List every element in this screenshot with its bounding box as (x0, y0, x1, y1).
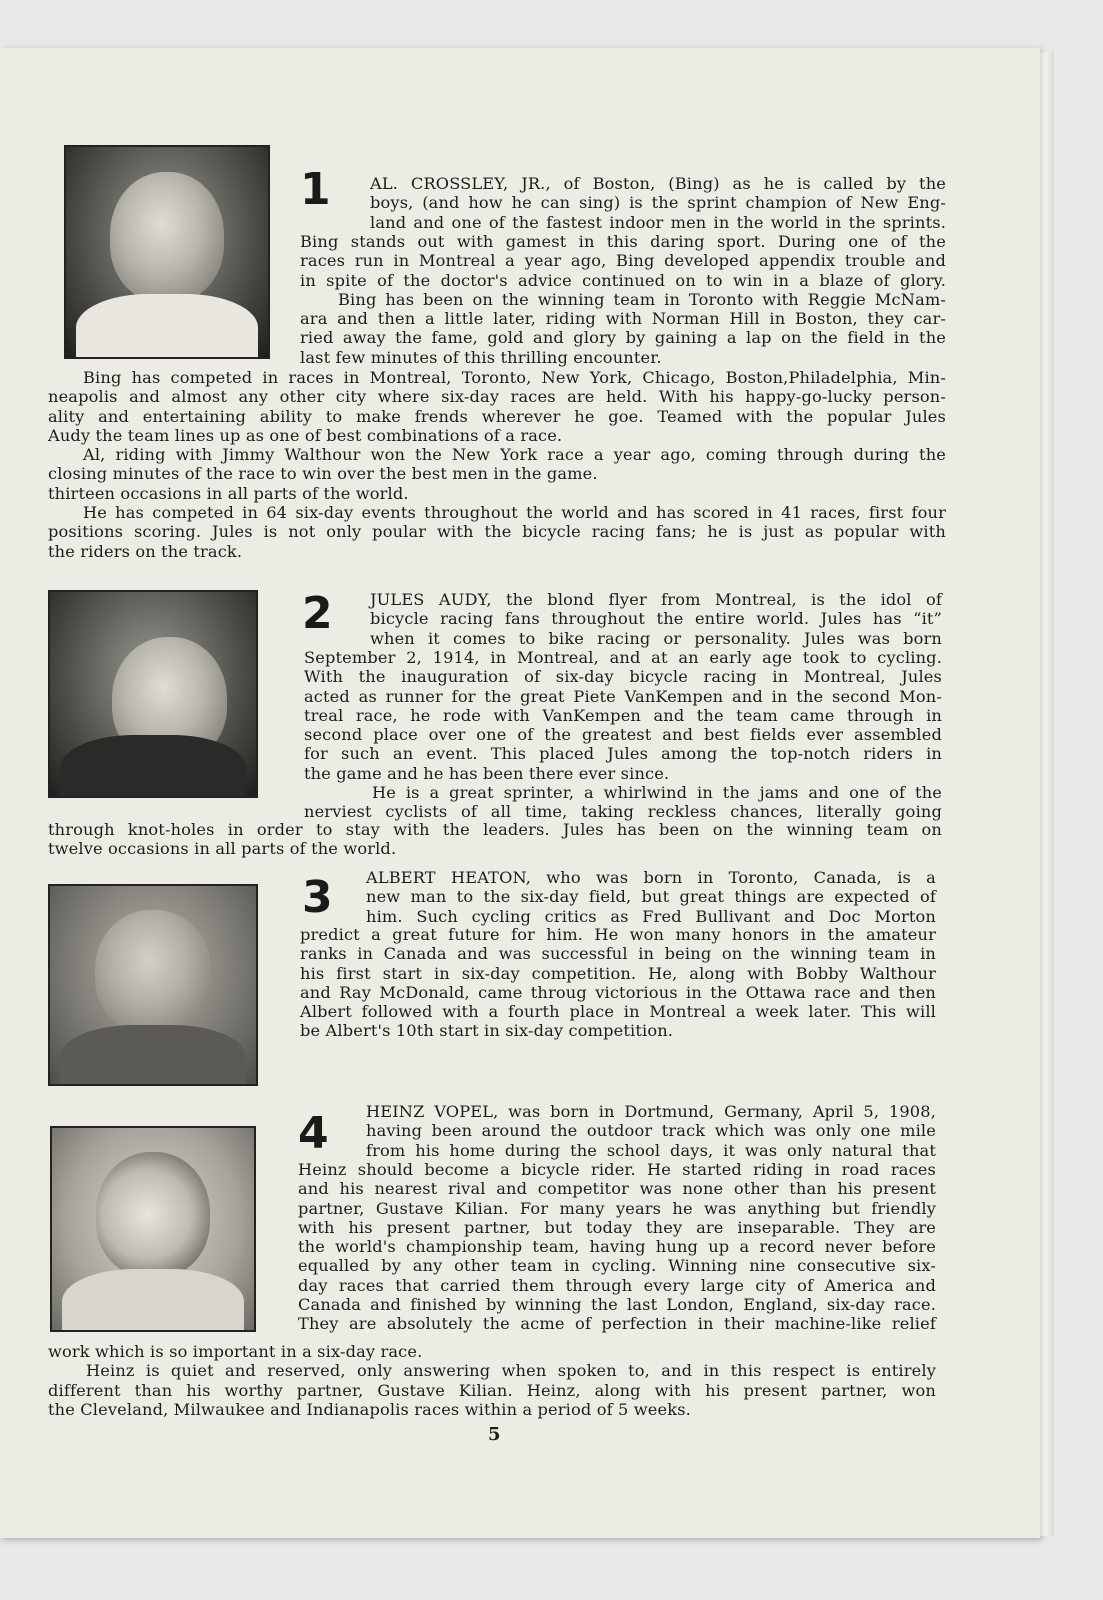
section-3-head: ALBERT HEATON, who was born in Toronto, Canada, is a new man to the six-day field, but great things are expected of him. Such cycling critics as Fred Bullivant and Doc Morton (366, 868, 936, 926)
section-number-2: 2 (302, 588, 333, 639)
section-number-4: 4 (298, 1108, 329, 1159)
page-edge (1040, 52, 1054, 1536)
portrait-body (62, 1269, 244, 1332)
section-1-head: AL. CROSSLEY, JR., of Boston, (Bing) as he is called by the boys, (and how he can sing) is the sprint champion of New Eng- land and one of the fastest indoor men in the world in the sprints. (370, 174, 946, 232)
portrait-body (60, 735, 245, 798)
section-1-full: Bing has competed in races in Montreal, Toronto, New York, Chicago, Boston,Philadelphia, Min- neapolis and almost any other city where six-day races are held. With his happy-go-lucky person- ality and entertaining ability to make frends wherever he goe. Teamed with the popular Jules Audy the team lines up as one of best combinations of a race. Al, riding with Jimmy Walthour won the New York race a year ago, coming through during the closing minutes of the race to win over the best men in the game. thirteen occasions in all parts of the world. He has competed in 64 six-day events throughout the world and has scored in 41 races, first four positions scoring. Jules is not only poular with the bicycle racing fans; he is just as popular with the riders on the track. (48, 368, 946, 561)
section-2-full: through knot-holes in order to stay with the leaders. Jules has been on the winning team on twelve occasions in all parts of the world. (48, 820, 942, 859)
section-2-body: September 2, 1914, in Montreal, and at an early age took to cycling. With the inauguration of six-day bicycle racing in Montreal, Jules acted as runner for the great Piete VanKempen and in the second Mon- treal race, he rode with VanKempen and the team came through in second place over one of the greatest and best fields ever assembled for such an event. This placed Jules among the top-notch riders in the game and he has been there ever since. He is a great sprinter, a whirlwind in the jams and one of the nerviest cyclists of all time, taking reckless chances, literally going (304, 648, 942, 822)
photo-jules-audy (48, 590, 258, 798)
photo-albert-heaton (48, 884, 258, 1086)
section-1-body: Bing stands out with gamest in this daring sport. During one of the races run in Montreal a year ago, Bing developed appendix trouble and in spite of the doctor's advice continued on to win in a blaze of glory. Bing has been on the winning team in Toronto with Reggie McNam- ara and then a little later, riding with Norman Hill in Boston, they car- ried away the fame, gold and glory by gaining a lap on the field in the last few minutes of this thrilling encounter. (300, 232, 946, 367)
page-number: 5 (488, 1424, 501, 1445)
section-number-3: 3 (302, 872, 333, 923)
section-4-head: HEINZ VOPEL, was born in Dortmund, Germany, April 5, 1908, having been around the outdoor track which was only one mile from his home during the school days, it was only natural that (366, 1102, 936, 1160)
section-4-full: work which is so important in a six-day race. Heinz is quiet and reserved, only answering when spoken to, and in this respect is entirely different than his worthy partner, Gustave Kilian. Heinz, along with his present partner, won the Cleveland, Milwaukee and Indianapolis races within a period of 5 weeks. (48, 1342, 936, 1419)
section-4-body: Heinz should become a bicycle rider. He started riding in road races and his nearest rival and competitor was none other than his present partner, Gustave Kilian. For many years he was anything but friendly with his present partner, but today they are inseparable. They are the world's championship team, having hung up a record never before equalled by any other team in cycling. Winning nine consecutive six- day races that carried them through every large city of America and Canada and finished by winning the last London, England, six-day race. They are absolutely the acme of perfection in their machine-like relief (298, 1160, 936, 1334)
portrait-body (76, 294, 258, 359)
photo-al-crossley (64, 145, 270, 359)
photo-heinz-vopel (50, 1126, 256, 1332)
section-2-head: JULES AUDY, the blond flyer from Montreal, is the idol of bicycle racing fans throughout the entire world. Jules has “it” when it comes to bike racing or personality. Jules was born (370, 590, 942, 648)
section-3-body: predict a great future for him. He won many honors in the amateur ranks in Canada and was successful in being on the winning team in his first start in six-day competition. He, along with Bobby Walthour and Ray McDonald, came throug victorious in the Ottawa race and then Albert followed with a fourth place in Montreal a week later. This will be Albert's 10th start in six-day competition. (300, 925, 936, 1041)
portrait-face (95, 910, 210, 1033)
section-number-1: 1 (300, 164, 331, 215)
portrait-face (110, 172, 223, 302)
portrait-face (96, 1152, 209, 1277)
portrait-body (60, 1025, 245, 1086)
